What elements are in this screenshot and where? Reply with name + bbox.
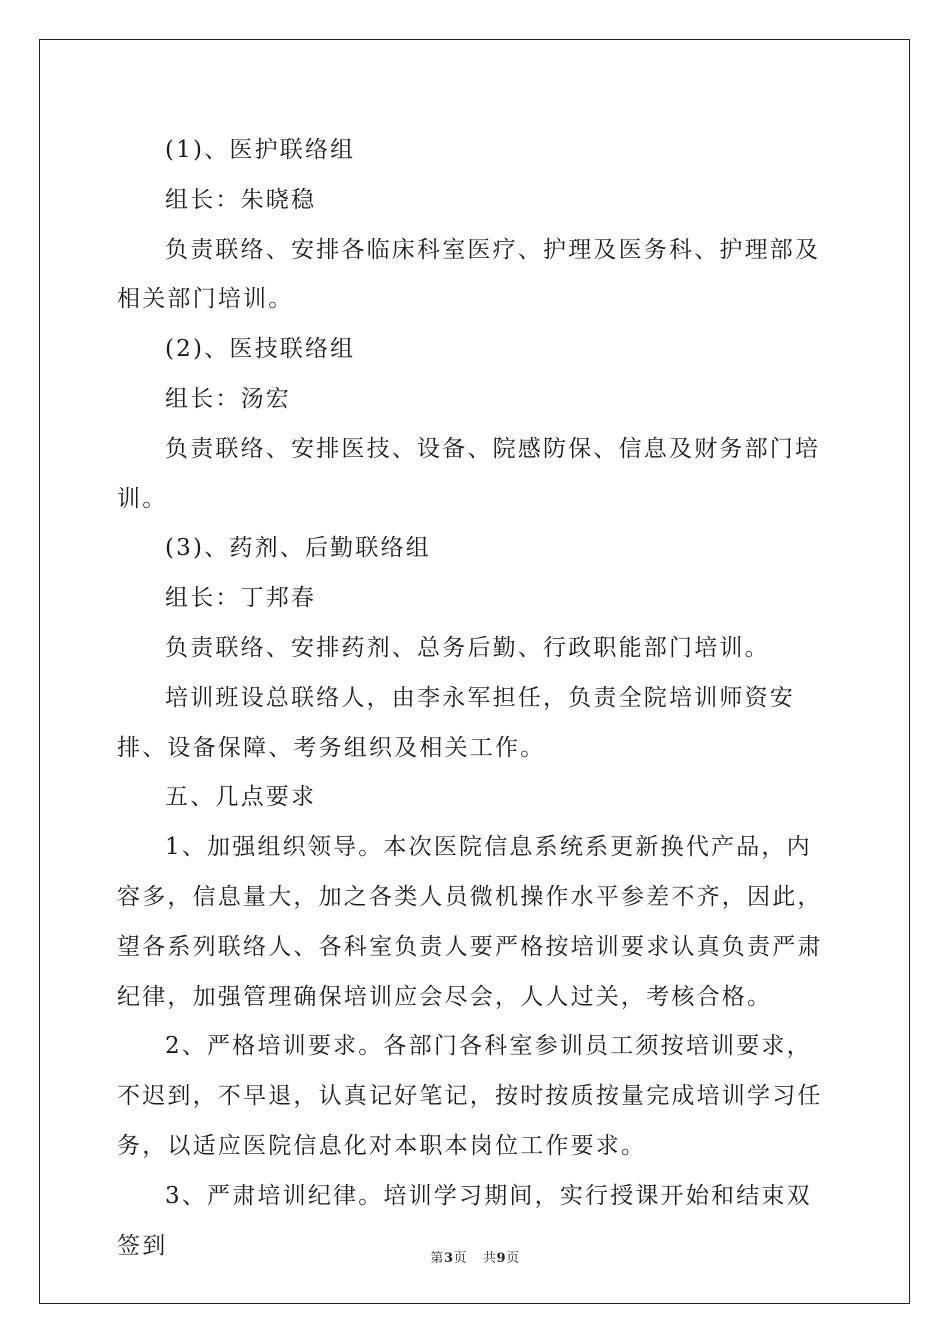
page-footer xyxy=(0,1247,950,1266)
heading-medical-nursing-group: (1)、医护联络组 xyxy=(165,137,356,163)
heading-medical-tech-group: (2)、医技联络组 xyxy=(165,336,356,363)
requirement-1: 1、加强组织领导。本次医院信息系统系更新换代产品，内容多，信息量大，加之各类人员微机操作水平参差不齐，因此，望各系列联络人、各科室负责人要严格按培训要求认真负责严肃纪律，加强管理确保培训应会尽会，人人过关，考核合格。 xyxy=(117,834,823,1010)
page-suffix: 页 xyxy=(453,1251,467,1266)
duty-medical-tech-group: 负责联络、安排医技、设备、院感防保、信息及财务部门培训。 xyxy=(117,435,821,512)
total-page-number: 9 xyxy=(496,1251,507,1266)
requirement-2: 2、严格培训要求。各部门各科室参训员工须按培训要求，不迟到，不早退，认真记好笔记，按时按质按量完成培训学习任务，以适应医院信息化对本职本岗位工作要求。 xyxy=(117,1033,823,1159)
duty-medical-nursing-group: 负责联络、安排各临床科室医疗、护理及医务科、护理部及相关部门培训。 xyxy=(117,236,821,313)
total-suffix: 页 xyxy=(506,1251,520,1266)
leader-medical-tech-group: 组长：汤宏 xyxy=(165,385,291,412)
document-body xyxy=(117,126,837,1271)
general-contact-paragraph: 培训班设总联络人，由李永军担任，负责全院培训师资安排、设备保障、考务组织及相关工作。 xyxy=(117,684,795,761)
duty-pharmacy-logistics-group: 负责联络、安排药剂、总务后勤、行政职能部门培训。 xyxy=(165,634,770,661)
total-prefix: 共 xyxy=(483,1251,497,1266)
leader-pharmacy-logistics-group: 组长：丁邦春 xyxy=(165,585,317,612)
requirement-3: 3、严肃培训纪律。培训学习期间，实行授课开始和结束双签到 xyxy=(117,1182,812,1259)
current-page-number: 3 xyxy=(443,1251,454,1266)
page-prefix: 第 xyxy=(430,1251,444,1266)
leader-medical-nursing-group: 组长：朱晓稳 xyxy=(165,186,317,213)
section-heading-requirements: 五、几点要求 xyxy=(165,784,317,811)
heading-pharmacy-logistics-group: (3)、药剂、后勤联络组 xyxy=(165,535,431,562)
